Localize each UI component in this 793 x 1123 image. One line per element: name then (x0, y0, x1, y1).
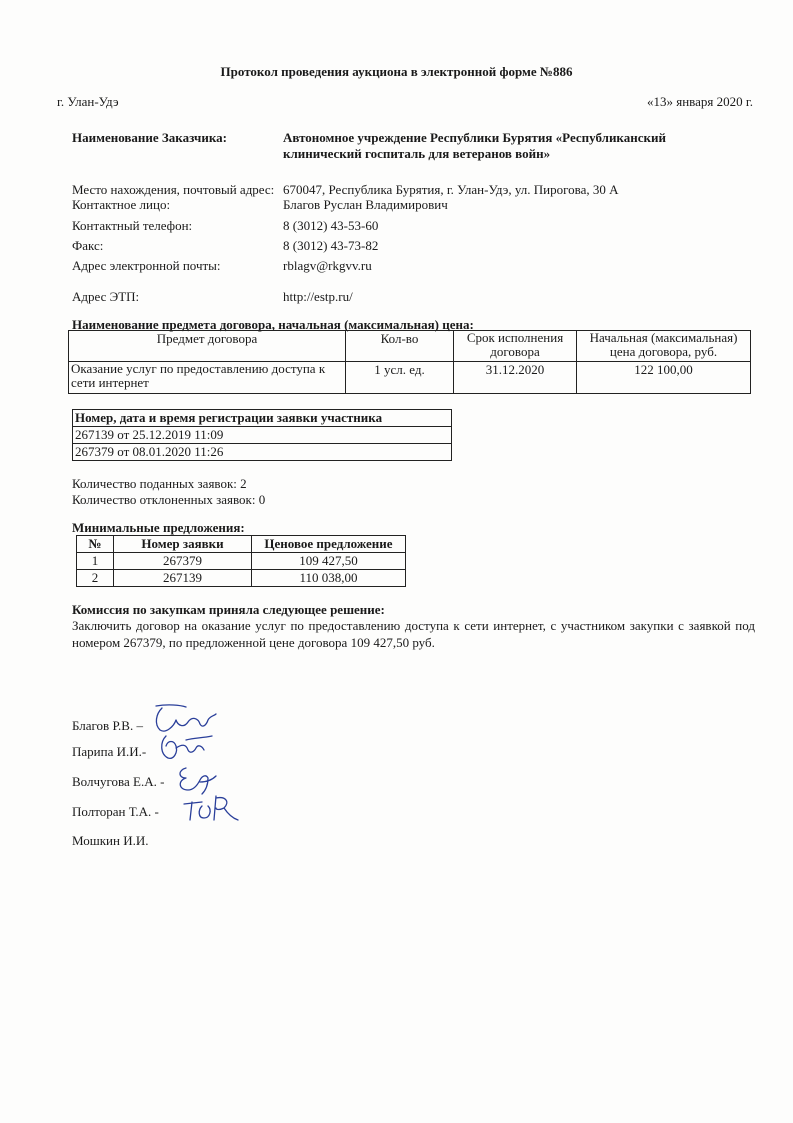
contract-term: 31.12.2020 (454, 362, 577, 394)
registration-table (72, 409, 452, 461)
contract-header-qty: Кол-во (346, 331, 454, 362)
signature-blagov (150, 702, 220, 736)
fax-label: Факс: (72, 238, 104, 253)
contract-price: 122 100,00 (577, 362, 751, 394)
min-offers-heading: Минимальные предложения: (72, 520, 245, 535)
min-row-application: 267379 (114, 553, 252, 570)
registration-row: 267379 от 08.01.2020 11:26 (73, 444, 452, 461)
address-value: 670047, Республика Бурятия, г. Улан-Удэ, ул. Пирогова, 30 А (283, 182, 619, 197)
min-row-number: 1 (77, 553, 114, 570)
signatory-name: Парипа И.И.- (72, 744, 147, 759)
registration-header: Номер, дата и время регистрации заявки участника (73, 410, 452, 427)
city: г. Улан-Удэ (57, 94, 119, 109)
contact-person-value: Благов Руслан Владимирович (283, 197, 448, 212)
customer-name-line1: Автономное учреждение Республики Бурятия «Республиканский (283, 130, 666, 145)
email-label: Адрес электронной почты: (72, 258, 221, 273)
submitted-count: Количество поданных заявок: 2 (72, 476, 247, 491)
contract-subject: Оказание услуг по предоставлению доступа к сети интернет (69, 362, 346, 394)
signatory-name: Благов Р.В. – (72, 718, 143, 733)
protocol-date: «13» января 2020 г. (646, 94, 753, 109)
registration-row: 267139 от 25.12.2019 11:09 (73, 427, 452, 444)
document-title: Протокол проведения аукциона в электронной форме №886 (220, 64, 573, 79)
decision-heading: Комиссия по закупкам приняла следующее решение: (72, 602, 385, 617)
contract-header-price: Начальная (максимальная) цена договора, руб. (577, 331, 751, 362)
signatory-name: Полторан Т.А. - (72, 804, 159, 819)
min-header-application: Номер заявки (114, 536, 252, 553)
contract-heading: Наименование предмета договора, начальная (максимальная) цена: (72, 317, 474, 332)
phone-value: 8 (3012) 43-53-60 (283, 218, 379, 233)
signatory-name: Волчугова Е.А. - (72, 774, 165, 789)
contract-table (68, 330, 751, 394)
address-label: Место нахождения, почтовый адрес: (72, 182, 275, 197)
phone-label: Контактный телефон: (72, 218, 193, 233)
min-row-price: 109 427,50 (252, 553, 406, 570)
signature-poltoran (180, 790, 242, 826)
customer-label: Наименование Заказчика: (72, 130, 227, 145)
signatory-name: Мошкин И.И. (72, 833, 149, 848)
signature-paripa (156, 732, 216, 762)
min-offers-table (76, 535, 406, 587)
contract-qty: 1 усл. ед. (346, 362, 454, 394)
min-header-number: № (77, 536, 114, 553)
decision-text: Заключить договор на оказание услуг по предоставлению доступа к сети интернет, с участником закупки с заявкой под номером 267379, по предложенной цене договора 109 427,50 руб. (72, 618, 755, 650)
etp-label: Адрес ЭТП: (72, 289, 140, 304)
contact-person-label: Контактное лицо: (72, 197, 171, 212)
rejected-count: Количество отклоненных заявок: 0 (72, 492, 266, 507)
fax-value: 8 (3012) 43-73-82 (283, 238, 379, 253)
etp-value: http://estp.ru/ (283, 289, 353, 304)
contract-header-subject: Предмет договора (69, 331, 346, 362)
min-row-price: 110 038,00 (252, 570, 406, 587)
min-header-price: Ценовое предложение (252, 536, 406, 553)
email-value: rblagv@rkgvv.ru (283, 258, 372, 273)
contract-header-term: Срок исполнения договора (454, 331, 577, 362)
min-row-application: 267139 (114, 570, 252, 587)
customer-name-line2: клинический госпиталь для ветеранов войн» (283, 146, 551, 161)
min-row-number: 2 (77, 570, 114, 587)
